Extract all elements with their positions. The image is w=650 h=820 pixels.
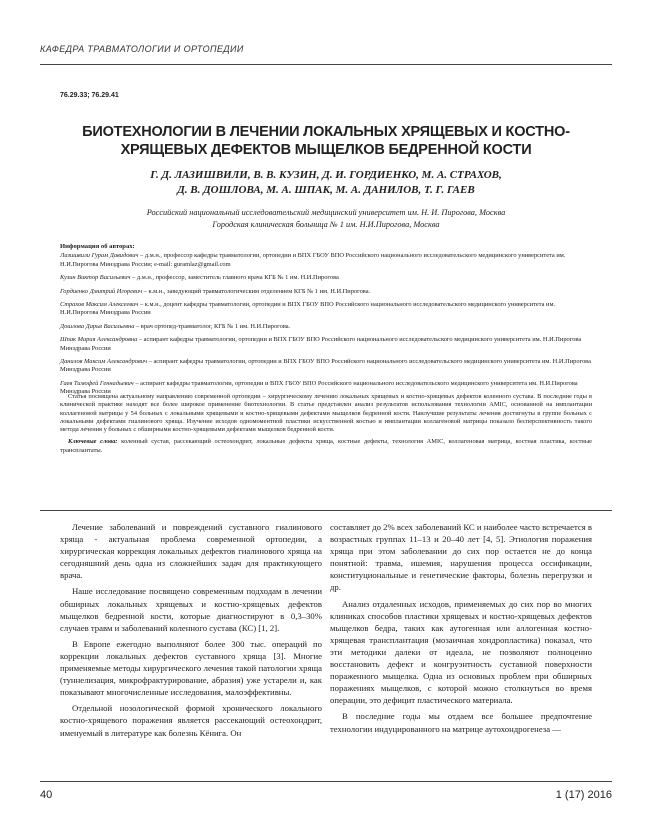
author-entry (60, 252, 592, 269)
author-details: – врач ортопед-травматолог, КГБ № 1 им. Н.И.Пирогова. (134, 322, 291, 330)
abstract (60, 393, 592, 455)
author-entry (60, 323, 592, 331)
author-entry (60, 358, 592, 375)
body-paragraph: Наше исследование посвящено современным подходам в лечении обширных локальных хрящевых и костно-хрящевых дефектов мыщелков бедренной кости, которые диагностируют в 0,3–30% случаев травм и заболеваний коленного сустава (КС) [1, 2]. (60, 586, 322, 633)
author-entry (60, 274, 592, 282)
author-name: Шпак Мария Александровна (60, 336, 138, 344)
keywords-list: коленный сустав, рассекающий остеохондрит, локальные дефекты хряща, костные дефекты, технология AMIC, коллагеновая матрица, костная пластика, костные трансплантаты. (60, 438, 592, 454)
body-paragraph: В последние годы мы отдаем все большее предпочтение технологии индуцированного на матрице аутохондрогенеза — (330, 711, 592, 734)
header-rule (40, 64, 612, 65)
page-number: 40 (40, 789, 53, 801)
body-column-right (330, 521, 592, 739)
body-paragraph: Анализ отдаленных исходов, применяемых до сих пор во многих клиниках способов пластики хрящевых и костно-хрящевых дефектов мыщелков бедра, таких как аутогенная или аллогенная костно-хрящевая трансплантация (мозаичная хондропластика) показал, что эти методики далеки от идеала, не позволяют полноценно восстановить дефект и конгруэнтность суставной поверхности пораженного мыщелка. Одна из основных проблем при обширных поражениях мыщелков, с которой можно столкнуться во время операции, это дефицит пластического материала. (330, 598, 592, 706)
body-paragraph: Отдельной нозологической формой хронического локального костно-хрящевого поражения является рассекающий остеохондрит, именуемый в литературе как болезнь Кёнига. Он (60, 703, 322, 738)
affiliation-1: Российский национальный исследовательский медицинский университет им. Н. И. Пирогова, Москва (146, 208, 506, 217)
author-details: – к.м.н., доцент кафедры травматологии, ортопедии и ВПХ ГБОУ ВПО Российского национального исследовательского медицинского университета им. Н.И.Пирогова Минздрава России (60, 301, 556, 317)
udk-code: 76.29.33; 76.29.41 (60, 92, 119, 99)
authors-line-2: Д. В. ДОШЛОВА, М. А. ШПАК, М. А. ДАНИЛОВ, Т. Г. ГАЕВ (177, 184, 475, 196)
author-details: – аспирант кафедры травматологии, ортопедии и ВПХ ГБОУ ВПО Российского национального исследовательского медицинского университета им. Н.И.Пирогова Минздрава России (60, 336, 582, 352)
author-name: Кузин Виктор Васильевич (60, 274, 131, 282)
author-details: – к.м.н., заведующий травматологическим отделением КГБ № 1 им. Н.И.Пирогова. (142, 287, 371, 295)
affiliations (60, 207, 592, 230)
author-details: – д.м.н., профессор кафедры травматологии, ортопедии и ВПХ ГБОУ ВПО Российского национального исследовательского медицинского университета им. Н.И.Пирогова Минздрава России; e-mail: guramlaz@gmail.com (60, 252, 566, 268)
author-entry (60, 288, 592, 296)
body-column-left (60, 521, 322, 743)
abstract-rule (40, 510, 612, 511)
author-name: Страхов Максим Алексеевич (60, 301, 139, 309)
body-paragraph: составляет до 2% всех заболеваний КС и наиболее часто встречается в возрастных группах 11–13 и 20–40 лет [4, 5]. Этиология поражения хряща при этом заболевании до сих пор остается не до конца понятной: травма, ишемия, нарушения процесса оссификации, конституциональные и генетические факторы, болезнь перегрузки и др. (330, 522, 592, 593)
author-details: – аспирант кафедры травматологии, ортопедии и ВПХ ГБОУ ВПО Российского национального исследовательского медицинского университета им. Н.И.Пирогова Минздрава России (60, 358, 591, 374)
author-name: Гаев Тимофей Геннадьевич (60, 379, 134, 387)
author-name: Гордиенко Дмитрий Игоревич (60, 287, 143, 295)
article-title: БИОТЕХНОЛОГИИ В ЛЕЧЕНИИ ЛОКАЛЬНЫХ ХРЯЩЕВЫХ И КОСТНО-ХРЯЩЕВЫХ ДЕФЕКТОВ МЫЩЕЛКОВ БЕДРЕННОЙ КОСТИ (82, 124, 570, 158)
author-info-heading: Информация об авторах: (60, 243, 135, 250)
author-entry (60, 336, 592, 353)
journal-section-header: КАФЕДРА ТРАВМАТОЛОГИИ И ОРТОПЕДИИ (40, 44, 244, 54)
author-entry (60, 301, 592, 318)
affiliation-2: Городская клиническая больница № 1 им. Н.И.Пирогова, Москва (212, 219, 440, 229)
author-details: – аспирант кафедры травматологии, ортопедии и ВПХ ГБОУ ВПО Российского национального исследовательского медицинского университета им. Н.И.Пирогова Минздрава России (60, 379, 578, 396)
keywords-label: Ключевые слова: (68, 438, 118, 446)
author-name: Данилов Максим Александрович (60, 358, 148, 366)
abstract-text: Статья посвящена актуальному направлению современной ортопедии – хирургическому лечению локальных хрящевых и костно-хрящевых дефектов коленного сустава. В последние годы в клинической практике находят все более широкое применение биотехнологии. В статье представлен анализ результатов использования технологии AMIC, основанной на имплантации коллагеновой матрицы у 54 больных с локальными хрящевыми и костно-хрящевыми дефектами мыщелков бедренной кости. Наилучшие результаты лечения достигнуты в группе больных с локальными дефектами гиалинового хряща. Изучение исходов одномоментной пластики искусственной костью и имплантации коллагеновой матрицы показало бесперспективность такого метода лечения у больных с обширными костно-хрящевыми дефектами мыщелков бедренной кости. (60, 393, 592, 434)
author-name: Лазишвили Гурам Давидович (60, 252, 139, 260)
authors (60, 168, 592, 198)
author-details: – д.м.н., профессор, заместитель главного врача КГБ № 1 им. Н.И.Пирогова (130, 274, 339, 282)
authors-line-1: Г. Д. ЛАЗИШВИЛИ, В. В. КУЗИН, Д. И. ГОРДИЕНКО, М. А. СТРАХОВ, (150, 169, 502, 181)
footer-rule (40, 781, 612, 782)
issue-number: 1 (17) 2016 (555, 789, 612, 801)
body-paragraph: Лечение заболеваний и повреждений суставного гиалинового хряща - актуальная проблема современной ортопедии, а хирургическая коррекция локальных дефектов гиалинового хряща на сегодняшний день одна из сложнейших задач для практикующего врача. (60, 522, 322, 581)
keywords (60, 438, 592, 455)
author-name: Дошлова Дарья Васильевна (60, 322, 135, 330)
author-info (60, 243, 592, 402)
body-paragraph: В Европе ежегодно выполняют более 300 тыс. операций по коррекции локальных дефектов суставного хряща [3]. Многие применяемые методы хирургического лечения такой патологии хряща (туннелизация, микрофрактурирование, абразия) уже устарели и, как показывают многочисленные исследования, малоэффективны. (60, 638, 322, 698)
